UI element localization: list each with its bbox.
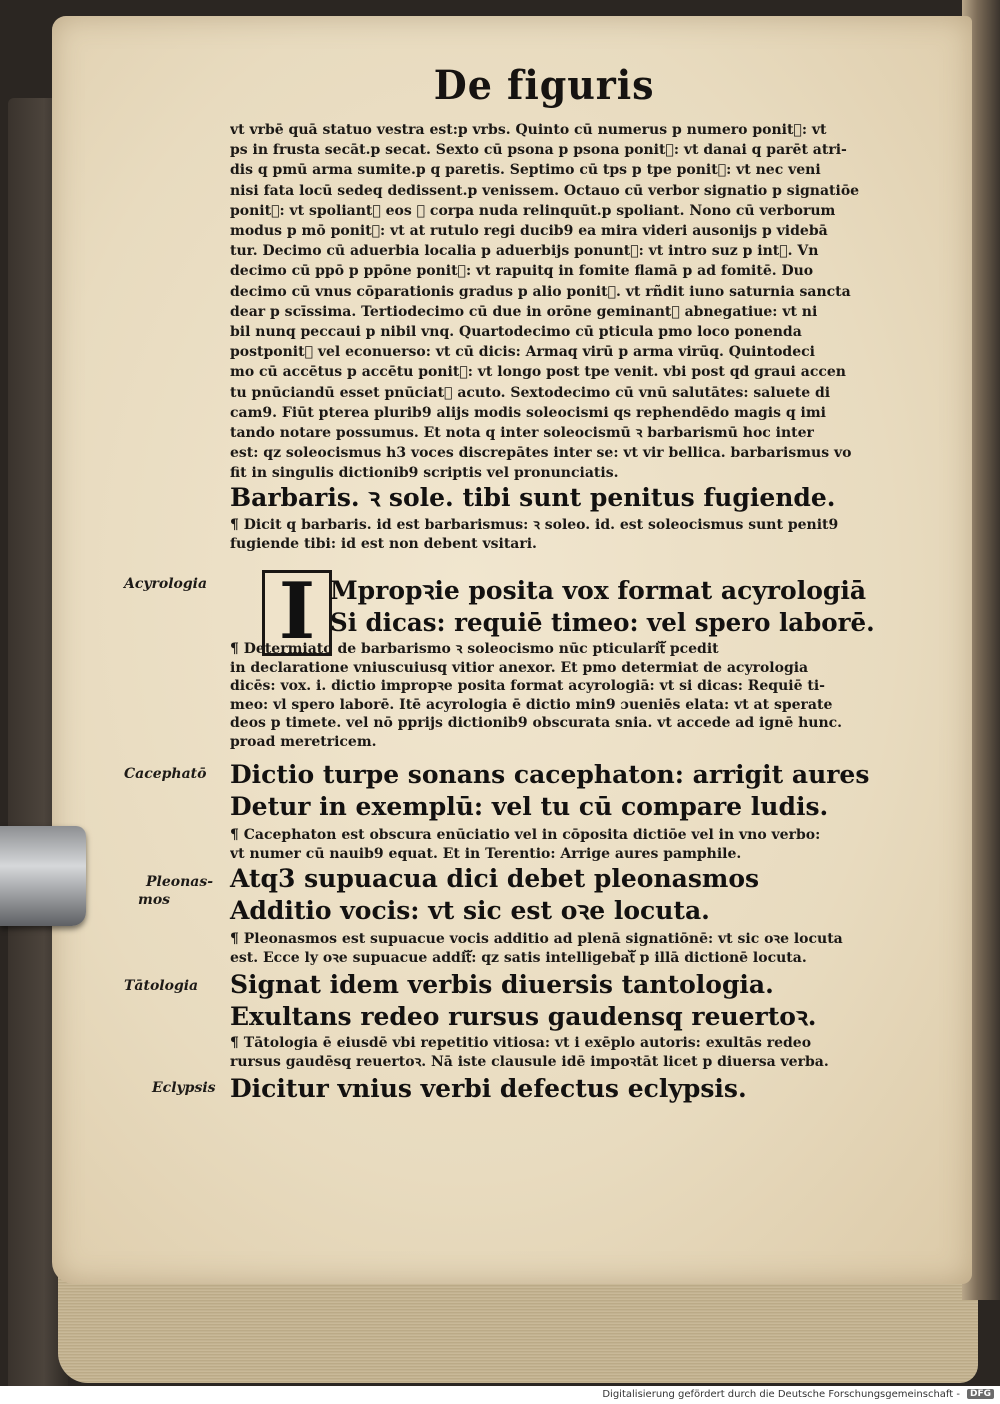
note-line: rursus gaudēsq reuertoꝛ. Nā iste clausule idē impoꝛtāt licet p diuersa verba. (230, 1053, 829, 1070)
body-text-line: tur. Decimo cū aduerbia localia p aduerbijs ponuntᷓ: vt intro suz p intᷓ. Vn (230, 243, 819, 260)
verse-acyrologia-1: Mpropꝛie posita vox format acyrologiā (330, 576, 867, 605)
verse-cacephaton-2: Detur in exemplū: vel tu cū compare ludis. (230, 792, 829, 821)
body-text-line: tu pnūciandū esset pnūciatᷓ acuto. Sextodecimo cū vnū salutātes: saluete di (230, 384, 831, 401)
note-line: dicēs: vox. i. dictio impropꝛe posita format acyrologiā: vt si dicas: Requiē ti- (230, 678, 825, 694)
body-text-line: bil nunq peccaui p nibil vnq. Quartodecimo cū pticula pmo loco ponenda (230, 324, 802, 341)
body-text-line: decimo cū vnus cōparationis gradus p alio ponitᷓ. vt rñdit iuno saturnia sancta (230, 283, 851, 300)
body-text-line: postponitᷓ vel econuerso: vt cū dicis: Armaq virū p arma virūq. Quintodeci (230, 344, 815, 361)
body-text-line: modus p mō ponitᷓ: vt at rutulo regi ducib9 ea mira videri ausonijs p videbā (230, 223, 828, 240)
note-line: deos p timete. vel nō pprijs dictionib9 obscurata snia. vt accede ad ignē hunc. (230, 715, 843, 731)
margin-label-acyrologia: Acyrologia (124, 576, 208, 592)
note-acyrologia (230, 640, 870, 751)
body-text-line: cam9. Fiūt pterea plurib9 alijs modis soleocismi qs rephendēdo magis q imi (230, 404, 826, 421)
note-line: vt numer cū nauib9 equat. Et in Terentio: Arrige aures pamphile. (230, 845, 742, 862)
note-tautologia (230, 1034, 870, 1071)
verse-tautologia-2: Exultans redeo rursus gaudensq reuertoꝛ. (230, 1002, 817, 1031)
body-text-line: vt vrbē quā statuo vestra est:p vrbs. Quinto cū numerus p numero ponitᷓ: vt (230, 122, 827, 138)
initial-letter: I (262, 570, 332, 656)
body-text-line: ps in frusta secāt.p secat. Sexto cū psona p psona ponitᷓ: vt danai q parēt atri- (230, 142, 847, 159)
body-text-line: mo cū accētus p accētu ponitᷓ: vt longo post tpe venit. vbi post qd graui accen (230, 364, 846, 381)
verse-acyrologia-2: Si dicas: requiē timeo: vel spero laborē. (330, 608, 875, 637)
footer-bar (0, 1386, 1000, 1404)
note-line: ¶ Dicit q barbaris. id est barbarismus: ꝛ soleo. id. est soleocismus sunt penit9 (230, 517, 839, 533)
note-line: proad meretricem. (230, 733, 377, 750)
margin-label-eclypsis: Eclypsis (152, 1080, 216, 1096)
verse-pleonasmos-2: Additio vocis: vt sic est oꝛe locuta. (230, 896, 710, 925)
note-cacephaton (230, 826, 870, 863)
note-line: ¶ Determiato de barbarismo ꝛ soleocismo nūc pticularitᷓ pcedit (230, 641, 719, 657)
margin-label-cacephaton: Cacephatō (124, 766, 207, 782)
page-edges (58, 1268, 978, 1383)
note-line: ¶ Pleonasmos est supuacue vocis additio ad plenā signatiōnē: vt sic oꝛe locuta (230, 931, 843, 947)
dfg-logo: DFG (967, 1389, 994, 1399)
body-text-line: dis q pmū arma sumite.p q paretis. Septimo cū tps p tpe ponitᷓ: vt nec veni (230, 162, 821, 179)
verse-cacephaton-1: Dictio turpe sonans cacephaton: arrigit aures (230, 760, 870, 789)
body-text-line: est: qz soleocismus h3 voces discrepātes inter se: vt vir bellica. barbarismus vo (230, 445, 852, 462)
body-text-line: decimo cū ppō p ppōne ponitᷓ: vt rapuitq in fomite flamā p ad fomitē. Duo (230, 263, 814, 280)
note-line: est. Ecce ly oꝛe supuacue additᷓ: qz satis intelligebatᷓ p illā dictionē locuta. (230, 949, 807, 966)
note-line: ¶ Cacephaton est obscura enūciatio vel in cōposita dictiōe vel in vno verbo: (230, 827, 821, 843)
footer-credit-text: Digitalisierung gefördert durch die Deutsche Forschungsgemeinschaft - (602, 1389, 960, 1400)
note-line: meo: vl spero laborē. Itē acyrologia ē dictio min9 ɔueniēs elata: vt at sperate (230, 696, 833, 713)
verse-tautologia-1: Signat idem verbis diuersis tantologia. (230, 970, 774, 999)
body-text-line: nisi fata locū sedeq dedissent.p venissem. Octauo cū verbor signatio p signatiōe (230, 182, 860, 199)
note-pleonasmos (230, 930, 870, 967)
margin-label-pleonasmos-1: Pleonas- (146, 874, 214, 890)
body-text-line: tando notare possumus. Et nota q inter soleocismū ꝛ barbarismū hoc inter (230, 425, 814, 442)
note-line: in declaratione vniuscuiusq vitior anexor. Et pmo determiat de acyrologia (230, 659, 809, 676)
note-barbaris (230, 516, 870, 553)
body-text-line: fit in singulis dictionib9 scriptis vel pronunciatis. (230, 465, 619, 482)
margin-label-pleonasmos-2: mos (138, 892, 171, 908)
note-line: fugiende tibi: id est non debent vsitari. (230, 535, 537, 552)
page-clip (0, 826, 86, 926)
page-heading: De figuris (433, 62, 655, 109)
verse-eclypsis: Dicitur vnius verbi defectus eclypsis. (230, 1074, 747, 1103)
margin-label-tautologia: Tātologia (124, 978, 199, 994)
verse-pleonasmos-1: Atq3 supuacua dici debet pleonasmos (230, 864, 760, 893)
body-text-line: ponitᷓ: vt spoliantᷓ eos ꝛ corpa nuda relinquūt.p spoliant. Nono cū verborum (230, 202, 836, 219)
body-text-line: dear p scīssima. Tertiodecimo cū due in orōne geminantᷓ abnegatiue: vt ni (230, 303, 818, 320)
note-line: ¶ Tātologia ē eiusdē vbi repetitio vitiosa: vt i exēplo autoris: exultās redeo (230, 1035, 812, 1051)
verse-barbaris: Barbaris. ꝛ sole. tibi sunt penitus fugiende. (230, 483, 836, 512)
body-text (230, 120, 870, 484)
